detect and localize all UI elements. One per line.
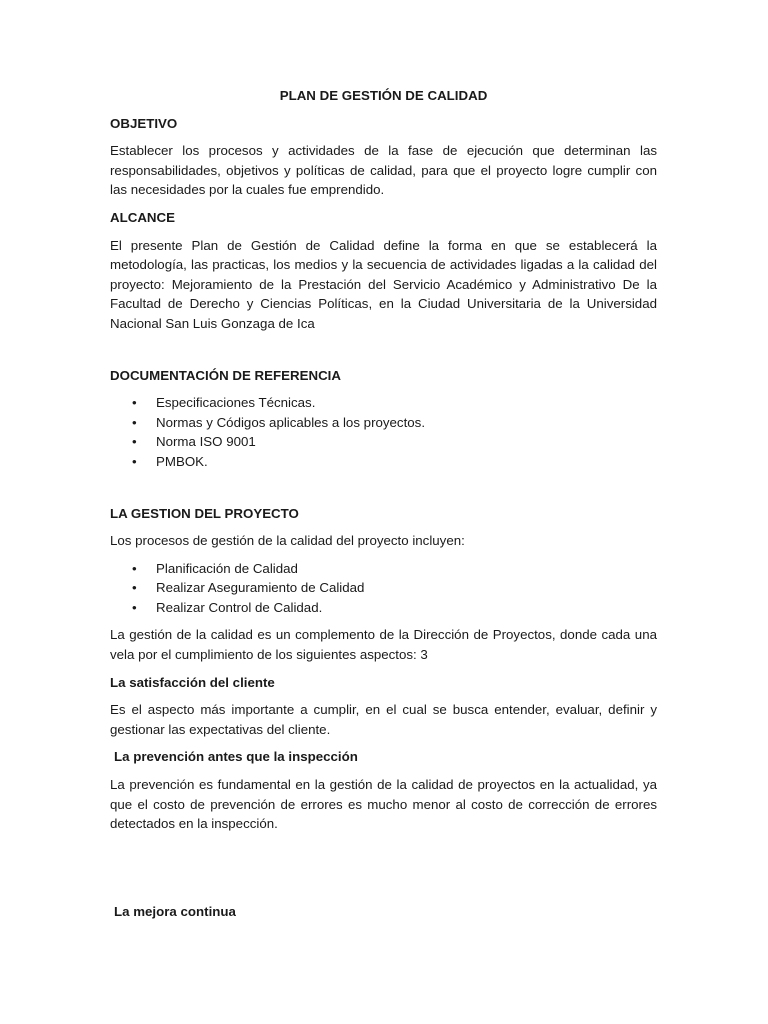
prevencion-heading: La prevención antes que la inspección bbox=[114, 749, 358, 765]
alcance-heading: ALCANCE bbox=[110, 209, 176, 225]
list-item bbox=[110, 413, 657, 433]
satisfaccion-heading: La satisfacción del cliente bbox=[110, 674, 275, 690]
bullet-icon: • bbox=[132, 580, 137, 596]
list-item bbox=[110, 598, 657, 618]
alcance-text: El presente Plan de Gestión de Calidad define la forma en que se establecerá la metodología, las practicas, los medios y la secuencia de actividades ligadas a la calidad del proyecto: Mejoramiento de la Prestación del Servicio Académico y Administrativo De la Facultad de Derecho y Ciencias Políticas, en la Ciudad Universitaria de la Universidad Nacional San Luis Gonzaga de Ica bbox=[110, 237, 657, 331]
list-item-text: Realizar Control de Calidad. bbox=[156, 599, 323, 615]
bullet-icon: • bbox=[132, 434, 137, 450]
list-item-text: Planificación de Calidad bbox=[156, 560, 298, 576]
gestion-intro: Los procesos de gestión de la calidad del proyecto incluyen: bbox=[110, 533, 465, 549]
satisfaccion-text: Es el aspecto más importante a cumplir, en el cual se busca entender, evaluar, definir y gestionar las expectativas del cliente. bbox=[110, 702, 657, 737]
bullet-icon: • bbox=[132, 599, 137, 615]
document-title: PLAN DE GESTIÓN DE CALIDAD bbox=[279, 88, 488, 103]
spacer bbox=[110, 842, 657, 902]
gestion-text: La gestión de la calidad es un complemento de la Dirección de Proyectos, donde cada una vela por el cumplimiento de los siguientes aspectos: 3 bbox=[110, 627, 657, 663]
gestion-list bbox=[110, 559, 657, 618]
prevencion-text: La prevención es fundamental en la gestión de la calidad de proyectos en la actualidad, ya que el costo de prevención de errores es mucho menor al costo de corrección de errores detectados en la inspección. bbox=[110, 777, 657, 832]
list-item-text: Normas y Códigos aplicables a los proyectos. bbox=[156, 414, 426, 430]
documentacion-heading: DOCUMENTACIÓN DE REFERENCIA bbox=[110, 367, 341, 383]
objetivo-text: Establecer los procesos y actividades de la fase de ejecución que determinan las responsabilidades, objetivos y políticas de calidad, para que el proyecto logre cumplir con las necesidades por la cuales fue emprendido. bbox=[110, 143, 657, 198]
spacer bbox=[110, 480, 657, 504]
bullet-icon: • bbox=[132, 414, 137, 430]
gestion-heading: LA GESTION DEL PROYECTO bbox=[110, 505, 299, 521]
document-page bbox=[110, 86, 657, 929]
list-item-text: Realizar Aseguramiento de Calidad bbox=[156, 580, 365, 596]
list-item bbox=[110, 559, 657, 579]
list-item-text: Especificaciones Técnicas. bbox=[156, 395, 316, 411]
list-item bbox=[110, 578, 657, 598]
list-item-text: Norma ISO 9001 bbox=[156, 434, 256, 450]
mejora-heading: La mejora continua bbox=[114, 903, 236, 919]
list-item bbox=[110, 393, 657, 413]
list-item bbox=[110, 452, 657, 472]
list-item-text: PMBOK. bbox=[156, 453, 208, 469]
spacer bbox=[110, 342, 657, 366]
bullet-icon: • bbox=[132, 395, 137, 411]
list-item bbox=[110, 432, 657, 452]
bullet-icon: • bbox=[132, 560, 137, 576]
objetivo-heading: OBJETIVO bbox=[110, 115, 178, 131]
bullet-icon: • bbox=[132, 453, 137, 469]
documentacion-list bbox=[110, 393, 657, 471]
